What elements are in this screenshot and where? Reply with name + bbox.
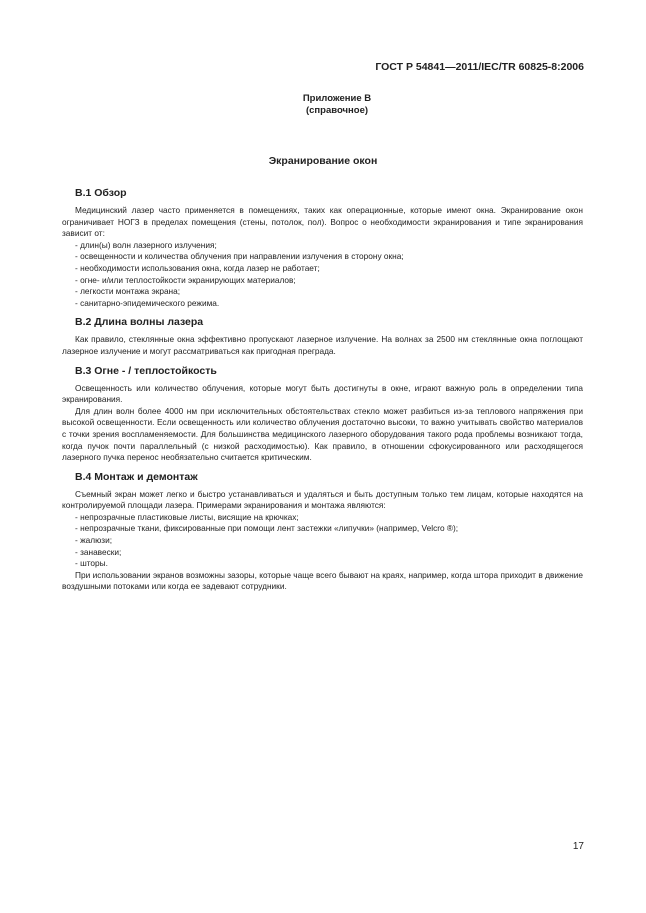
section-3 (62, 364, 583, 464)
list-item: - непрозрачные пластиковые листы, висящие на крючках; (75, 511, 299, 522)
list-item: - огне- и/или теплостойкости экранирующих материалов; (75, 274, 296, 285)
list-item: - непрозрачные ткани, фиксированные при помощи лент застежки «липучки» (например, Velcro ®); (75, 523, 459, 534)
main-title: Экранирование окон (268, 155, 378, 167)
paragraph: Медицинский лазер часто применяется в помещениях, таких как операционные, которые имеют окна. Экранирование окон ограничивает НОГЗ в пределах помещения (стены, потолок, пол). Вопрос о необходимости экранирования и типе экранирования зависит от: (62, 205, 583, 239)
list-item: - освещенности и количества облучения при направлении излучения в сторону окна; (75, 251, 404, 262)
paragraph: Освещенность или количество облучения, которые могут быть достигнуты в окне, играют важную роль в определении типа экранирования. (62, 382, 583, 405)
annex-subtitle: (справочное) (305, 105, 369, 116)
list-item: - занавески; (75, 546, 122, 557)
paragraph: Как правило, стеклянные окна эффективно пропускают лазерное излучение. На волнах за 2500 нм стеклянные окна поглощают лазерное излучение и могут рассматриваться как пригодная преграда. (62, 334, 583, 356)
section-heading: В.2 Длина волны лазера (75, 316, 204, 329)
list-item: - длин(ы) волн лазерного излучения; (75, 239, 217, 250)
list-item: - санитарно-эпидемического режима. (75, 297, 220, 308)
paragraph: Для длин волн более 4000 нм при исключительных обстоятельствах стекло может разбиться из-за теплового напряжения при высокой освещенности. Если освещенность или количество облучения достаточно высоки, то важно учитывать свойство материалов с точки зрения воспламеняемости. Для большинства медицинского лазерного оборудования такого рода проблемы возникают тогда, когда пучок почти параллельный (с низкой расходимостью). Как правило, в отношении сфокусированного или расходящегося лазерного пучка перенос необязательно считается критическим. (62, 405, 583, 463)
annex-title: Приложение В (302, 93, 372, 104)
paragraph: При использовании экранов возможны зазоры, которые чаще всего бывают на краях, например, когда штора приходит в движение воздушными потоками или когда ее задевают сотрудники. (62, 569, 583, 592)
annex-heading (0, 93, 646, 117)
section-heading: В.3 Огне - / теплостойкость (75, 364, 217, 377)
section-4 (62, 470, 583, 593)
section-heading: В.4 Монтаж и демонтаж (75, 470, 198, 483)
list-item: - легкости монтажа экрана; (75, 286, 181, 297)
section-1 (62, 186, 583, 309)
section-2 (62, 315, 583, 357)
document-code: ГОСТ Р 54841—2011/IEC/TR 60825-8:2006 (375, 61, 584, 73)
list-item: - жалюзи; (75, 535, 113, 546)
page-number: 17 (572, 841, 584, 852)
list-item: - необходимости использования окна, когда лазер не работает; (75, 262, 320, 273)
document-body (62, 186, 583, 598)
list-item: - шторы. (75, 558, 108, 569)
paragraph: Съемный экран может легко и быстро устанавливаться и удаляться и быть доступным только тем лицам, которые находятся на контролируемой площади лазера. Примерами экранирования и монтажа являются: (62, 488, 583, 511)
section-heading: В.1 Обзор (75, 187, 127, 199)
